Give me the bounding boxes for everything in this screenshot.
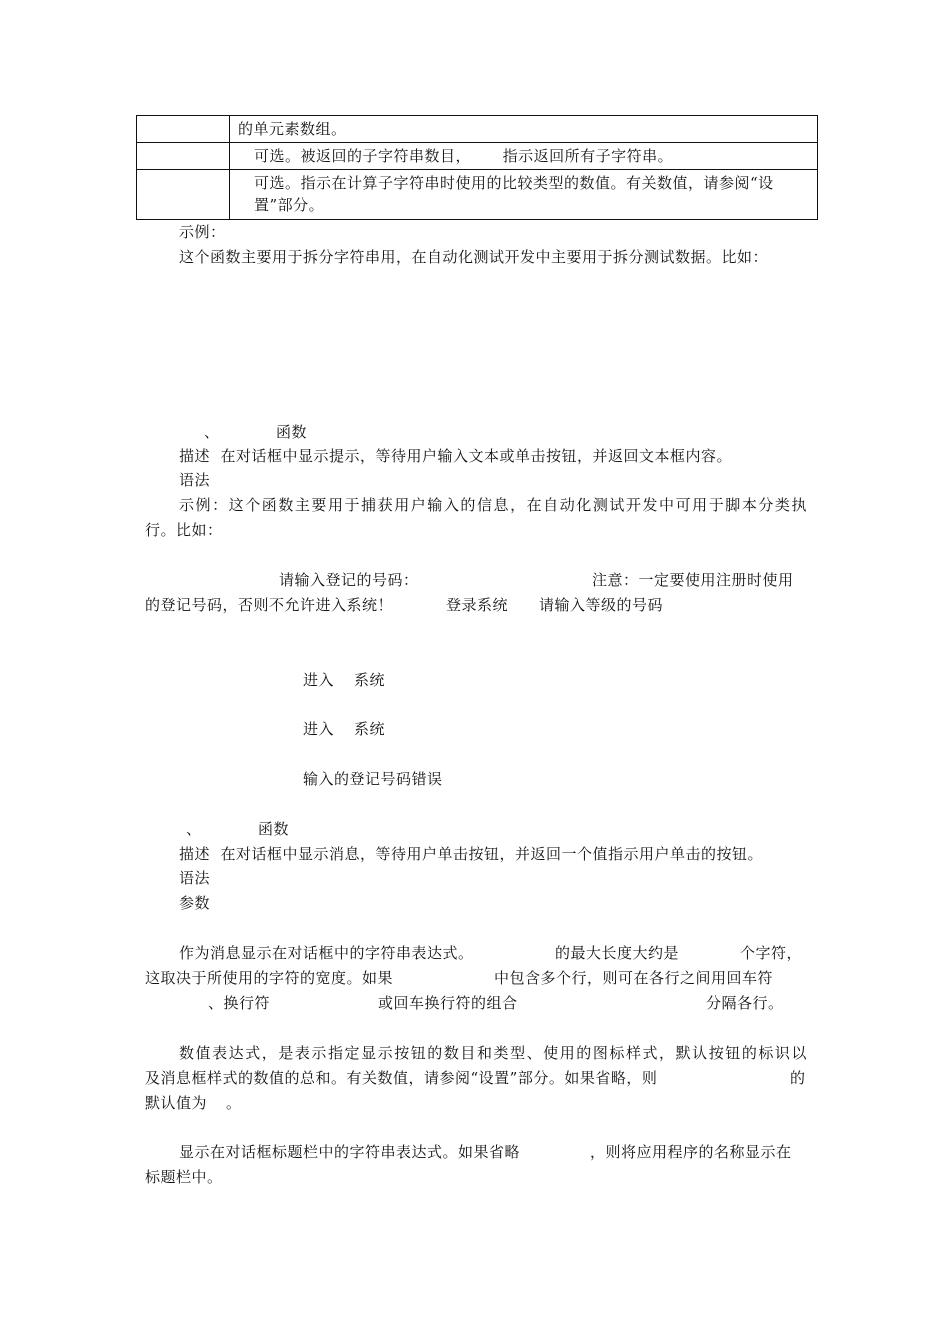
paragraph-text: 标题栏中。 [145,1168,223,1186]
paragraph-text: 及消息框样式的数值的总和。有关数值，请参阅“设置”部分。如果省略，则 [145,1069,658,1087]
param-desc-cell: 的单元素数组。 [230,116,818,143]
paragraph-text: 这取决于所使用的字符的宽度。如果 [145,969,394,987]
section-heading: 函数 [258,820,290,838]
paragraph-text: 、换行符 [208,994,271,1012]
paragraph-text: 默认值为 [145,1094,208,1112]
example-paragraph-line: 示例：这个函数主要用于捕获用户输入的信息，在自动化测试开发中可用于脚本分类执 [179,496,807,514]
section-heading: 函数 [276,423,308,441]
paragraph-text: 作为消息显示在对话框中的字符串表达式。 [179,944,474,962]
code-message-text: 系统 [354,671,386,689]
code-default-text: 请输入等级的号码 [539,596,664,614]
syntax-label: 语法 [179,471,211,489]
example-paragraph-line: 行。比如： [145,521,223,539]
code-message-text: 进入 [303,720,335,738]
param-desc-cell: 可选。被返回的子字符串数目， 指示返回所有子字符串。 [230,143,818,170]
table-row [137,116,818,143]
param-desc-cell: 可选。指示在计算子字符串时使用的比较类型的数值。有关数值，请参阅“设置”部分。 [230,170,818,220]
syntax-label: 语法 [179,869,211,887]
paragraph-text: 个字符， [740,944,803,962]
paragraph-text: 数值表达式，是表示指定显示按钮的数目和类型、使用的图标样式，默认按钮的标识以 [179,1044,807,1062]
param-name-cell [137,116,230,143]
code-prompt-text: 请输入登记的号码： [279,571,419,589]
paragraph-text: 的最大长度大约是 [555,944,680,962]
description-line: 描述 在对话框中显示提示，等待用户输入文本或单击按钮，并返回文本框内容。 [179,447,733,465]
parameter-table [136,115,818,220]
section-heading-separator: 、 [186,820,202,838]
param-name-cell [137,170,230,220]
paragraph-text: 或回车换行符的组合 [378,994,518,1012]
paragraph-text: 分隔各行。 [706,994,784,1012]
paragraph-text: 的 [790,1069,806,1087]
code-message-text: 输入的登记号码错误 [303,770,443,788]
description-line: 描述 在对话框中显示消息，等待用户单击按钮，并返回一个值指示用户单击的按钮。 [179,845,764,863]
params-label: 参数 [179,894,211,912]
paragraph-text: 显示在对话框标题栏中的字符串表达式。如果省略 [179,1143,521,1161]
table-row [137,170,818,220]
example-label: 示例： [179,223,226,241]
code-message-text: 系统 [354,720,386,738]
code-note-text: 的登记号码，否则不允许进入系统！ [145,596,394,614]
param-name-cell [137,143,230,170]
table-row [137,143,818,170]
paragraph-text: 中包含多个行，则可在各行之间用回车符 [494,969,774,987]
paragraph-text: 。 [226,1094,242,1112]
code-title-text: 登录系统 [446,596,509,614]
code-message-text: 进入 [303,671,335,689]
paragraph-text: ，则将应用程序的名称显示在 [590,1143,792,1161]
example-text: 这个函数主要用于拆分字符串用，在自动化测试开发中主要用于拆分测试数据。比如： [179,248,769,266]
section-heading-separator: 、 [204,423,220,441]
code-note-text: 注意：一定要使用注册时使用 [592,571,794,589]
